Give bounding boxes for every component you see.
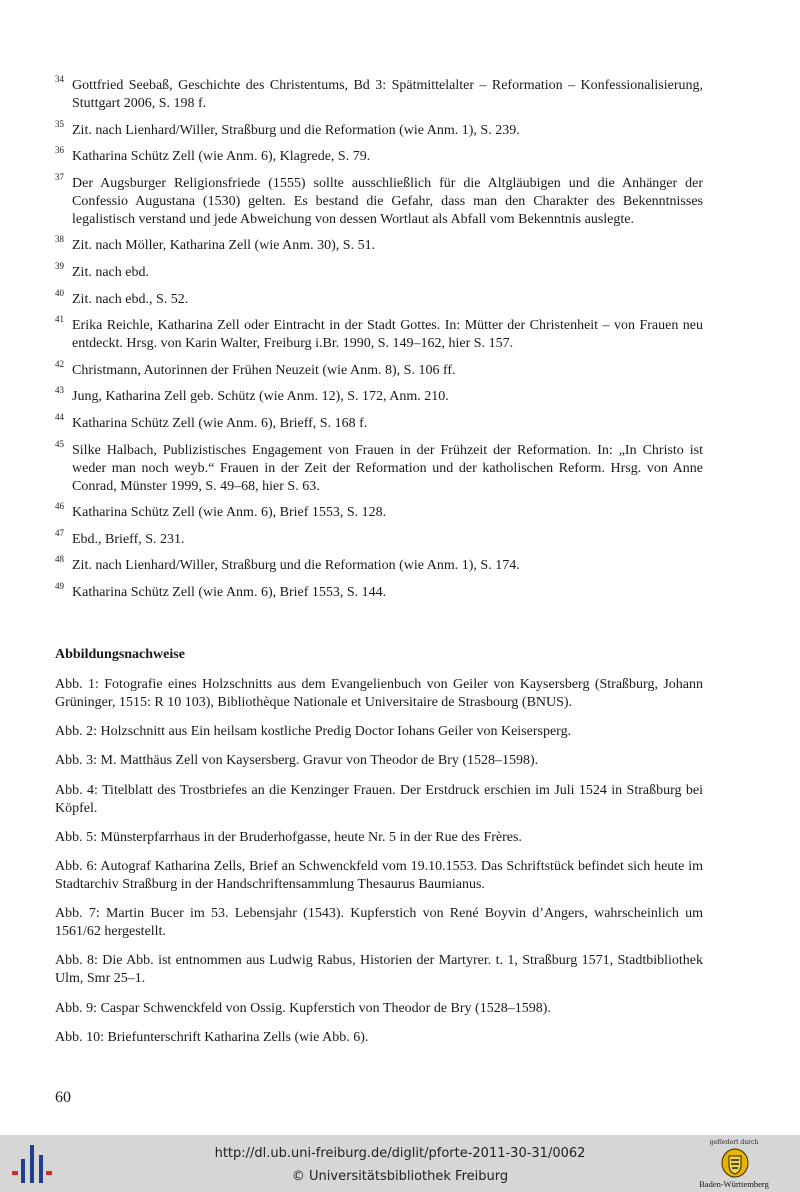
footnote — [55, 314, 703, 353]
footnote — [55, 580, 703, 602]
footnote-number: 42 — [55, 358, 64, 369]
image-credit-item: Abb. 6: Autograf Katharina Zells, Brief an Schwenckfeld vom 19.10.1553. Das Schriftstück befindet sich heute im Stadtarchiv Straßburg in der Handschriftensammlung Thesaurus Baumianus. — [55, 858, 703, 892]
footnote-text: Ebd., Brieff, S. 231. — [72, 531, 185, 547]
footnote — [55, 554, 703, 575]
footnote-number: 38 — [55, 234, 64, 245]
image-credits-title: Abbildungsnachweise — [55, 647, 185, 662]
footnote-text: Silke Halbach, Publizistisches Engagement von Frauen in der Frühzeit der Reformation. In: „In Christo ist weder man noch weyb.“ Frauen in der Zeit der Reformation und der katholischen Reform. Hrsg. von Anne Conrad, Münster 1999, S. 49–68, hier S. 63. — [72, 442, 703, 494]
copyright-notice: © Universitätsbibliothek Freiburg — [291, 1169, 509, 1184]
footnote — [55, 287, 703, 309]
footnote-text: Zit. nach Möller, Katharina Zell (wie Anm. 30), S. 51. — [72, 238, 376, 254]
image-credit-item: Abb. 1: Fotografie eines Holzschnitts aus dem Evangelienbuch von Geiler von Kaysersberg (Straßburg, Johann Grüninger, 1515: R 10 103), Bibliothèque Nationale et Universitaire de Strasbourg (BNUS). — [55, 677, 703, 710]
footnote-text: Erika Reichle, Katharina Zell oder Eintracht in der Stadt Gottes. In: Mütter der Christenheit – von Frauen neu entdeckt. Hrsg. von Karin Walter, Freiburg i.Br. 1990, S. 149–162, hier S. 157. — [72, 318, 703, 352]
footnote — [55, 527, 703, 549]
funder-name: Baden-Württemberg — [699, 1179, 769, 1189]
footnote — [55, 358, 703, 380]
footnote — [55, 171, 703, 229]
footnote-text: Katharina Schütz Zell (wie Anm. 6), Klagrede, S. 79. — [72, 149, 371, 165]
footnote-number: 34 — [55, 74, 64, 84]
footnote-text: Der Augsburger Religionsfriede (1555) sollte ausschließlich für die Altgläubigen und die Anhänger der Confessio Augustana (1530) gelten. Es bestand die Gefahr, dass man den Charakter des Bekenntnisses legalistisch verstand und jede Abweichung von dessen Wortlaut als Abfall vom Bekenntnis auslegte. — [72, 175, 703, 227]
footnote-number: 49 — [55, 580, 64, 591]
footnote — [55, 234, 703, 255]
page-number: 60 — [55, 1089, 71, 1106]
footnote-number: 39 — [55, 260, 64, 271]
footnote-number: 46 — [55, 501, 64, 512]
footnote-number: 35 — [55, 118, 64, 129]
footnote-text: Katharina Schütz Zell (wie Anm. 6), Brief 1553, S. 128. — [72, 505, 387, 521]
footnote-number: 43 — [55, 385, 64, 396]
image-credits-section — [55, 646, 703, 1058]
footnote — [55, 118, 703, 140]
footnote-number: 47 — [55, 527, 64, 538]
image-credits-list — [55, 676, 703, 1047]
footnote-number: 44 — [55, 411, 64, 422]
footnote-text: Christmann, Autorinnen der Frühen Neuzeit (wie Anm. 8), S. 106 ff. — [72, 362, 456, 378]
footnote-number: 41 — [55, 314, 64, 325]
image-credit-item: Abb. 5: Münsterpfarrhaus in der Bruderhofgasse, heute Nr. 5 in der Rue des Frères. — [55, 829, 522, 845]
image-credit-item: Abb. 9: Caspar Schwenckfeld von Ossig. Kupferstich von Theodor de Bry (1528–1598). — [55, 1000, 551, 1016]
footnote-text: Jung, Katharina Zell geb. Schütz (wie Anm. 12), S. 172, Anm. 210. — [72, 389, 449, 405]
image-credit-item: Abb. 3: M. Matthäus Zell von Kaysersberg. Gravur von Theodor de Bry (1528–1598). — [55, 753, 539, 769]
footnote-number: 36 — [55, 145, 64, 156]
footnote-text: Zit. nach Lienhard/Willer, Straßburg und die Reformation (wie Anm. 1), S. 174. — [72, 558, 520, 574]
footnote-text: Zit. nach ebd., S. 52. — [72, 291, 189, 307]
footnote — [55, 74, 703, 113]
footnote-text: Katharina Schütz Zell (wie Anm. 6), Brieff, S. 168 f. — [72, 415, 368, 431]
footnote-text: Katharina Schütz Zell (wie Anm. 6), Brief 1553, S. 144. — [72, 584, 387, 600]
image-credit-item: Abb. 8: Die Abb. ist entnommen aus Ludwig Rabus, Historien der Martyrer. t. 1, Straßburg 1571, Stadtbibliothek Ulm, Smr 25–1. — [55, 953, 703, 987]
image-credit-item: Abb. 4: Titelblatt des Trostbriefes an die Kenzinger Frauen. Der Erstdruck erschien im Juli 1524 in Straßburg bei Köpfel. — [55, 782, 703, 816]
footnote — [55, 411, 703, 433]
footer-bar — [0, 1135, 800, 1192]
funder-badge — [688, 1138, 780, 1190]
footnote — [55, 145, 703, 166]
footnote-text: Zit. nach ebd. — [72, 264, 149, 280]
baden-wuerttemberg-crest-icon — [721, 1148, 749, 1178]
funder-label: gefördert durch — [709, 1139, 759, 1146]
source-url[interactable]: http://dl.ub.uni-freiburg.de/diglit/pforte-2011-30-31/0062 — [214, 1146, 586, 1161]
image-credit-item: Abb. 2: Holzschnitt aus Ein heilsam kostliche Predig Doctor Iohans Geiler von Keisersperg. — [55, 724, 572, 740]
footnote-number: 37 — [55, 171, 64, 182]
footnote — [55, 501, 703, 522]
footnotes-list — [55, 74, 703, 611]
footnote-number: 40 — [55, 287, 64, 298]
footnote-text: Gottfried Seebaß, Geschichte des Christentums, Bd 3: Spätmittelalter – Reformation – Konfessionalisierung, Stuttgart 2006, S. 198 f. — [72, 78, 703, 111]
image-credit-item: Abb. 7: Martin Bucer im 53. Lebensjahr (1543). Kupferstich von René Boyvin d’Angers, wahrscheinlich um 1561/62 hergestellt. — [55, 906, 703, 940]
footnote-number: 45 — [55, 438, 64, 449]
footnote-number: 48 — [55, 554, 64, 565]
footnote — [55, 438, 703, 496]
footnote-text: Zit. nach Lienhard/Willer, Straßburg und die Reformation (wie Anm. 1), S. 239. — [72, 122, 520, 138]
footnote — [55, 260, 703, 282]
image-credit-item: Abb. 10: Briefunterschrift Katharina Zells (wie Abb. 6). — [55, 1029, 369, 1045]
footnote — [55, 385, 703, 406]
